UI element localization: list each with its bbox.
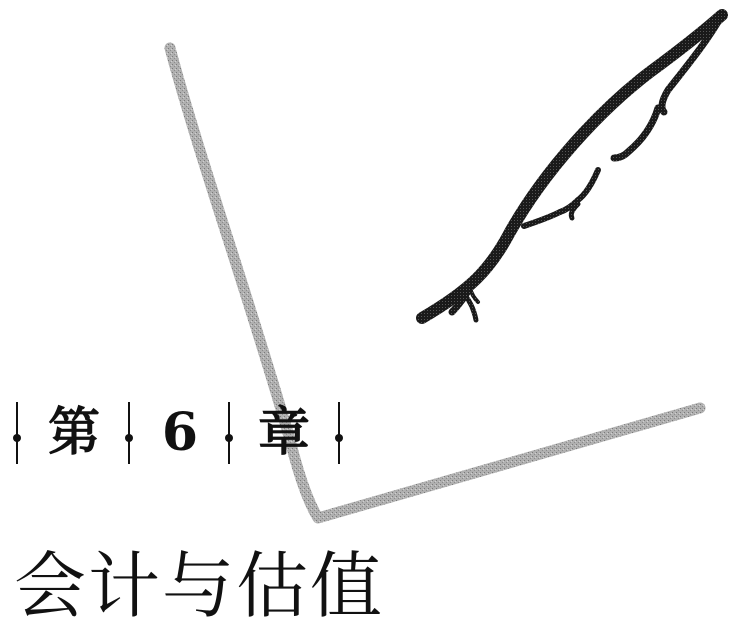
quill-pen-decoration-icon — [422, 15, 722, 320]
divider-bar-icon — [338, 402, 340, 464]
divider-bar-icon — [16, 402, 18, 464]
chapter-number-heading — [16, 398, 346, 468]
chapter-number: 6 — [161, 402, 199, 463]
chapter-title: 会计与估值 — [14, 544, 385, 628]
chapter-suffix: 章 — [257, 402, 310, 463]
chapter-prefix: 第 — [47, 402, 100, 463]
divider-bar-icon — [128, 402, 130, 464]
divider-bar-icon — [228, 402, 230, 464]
